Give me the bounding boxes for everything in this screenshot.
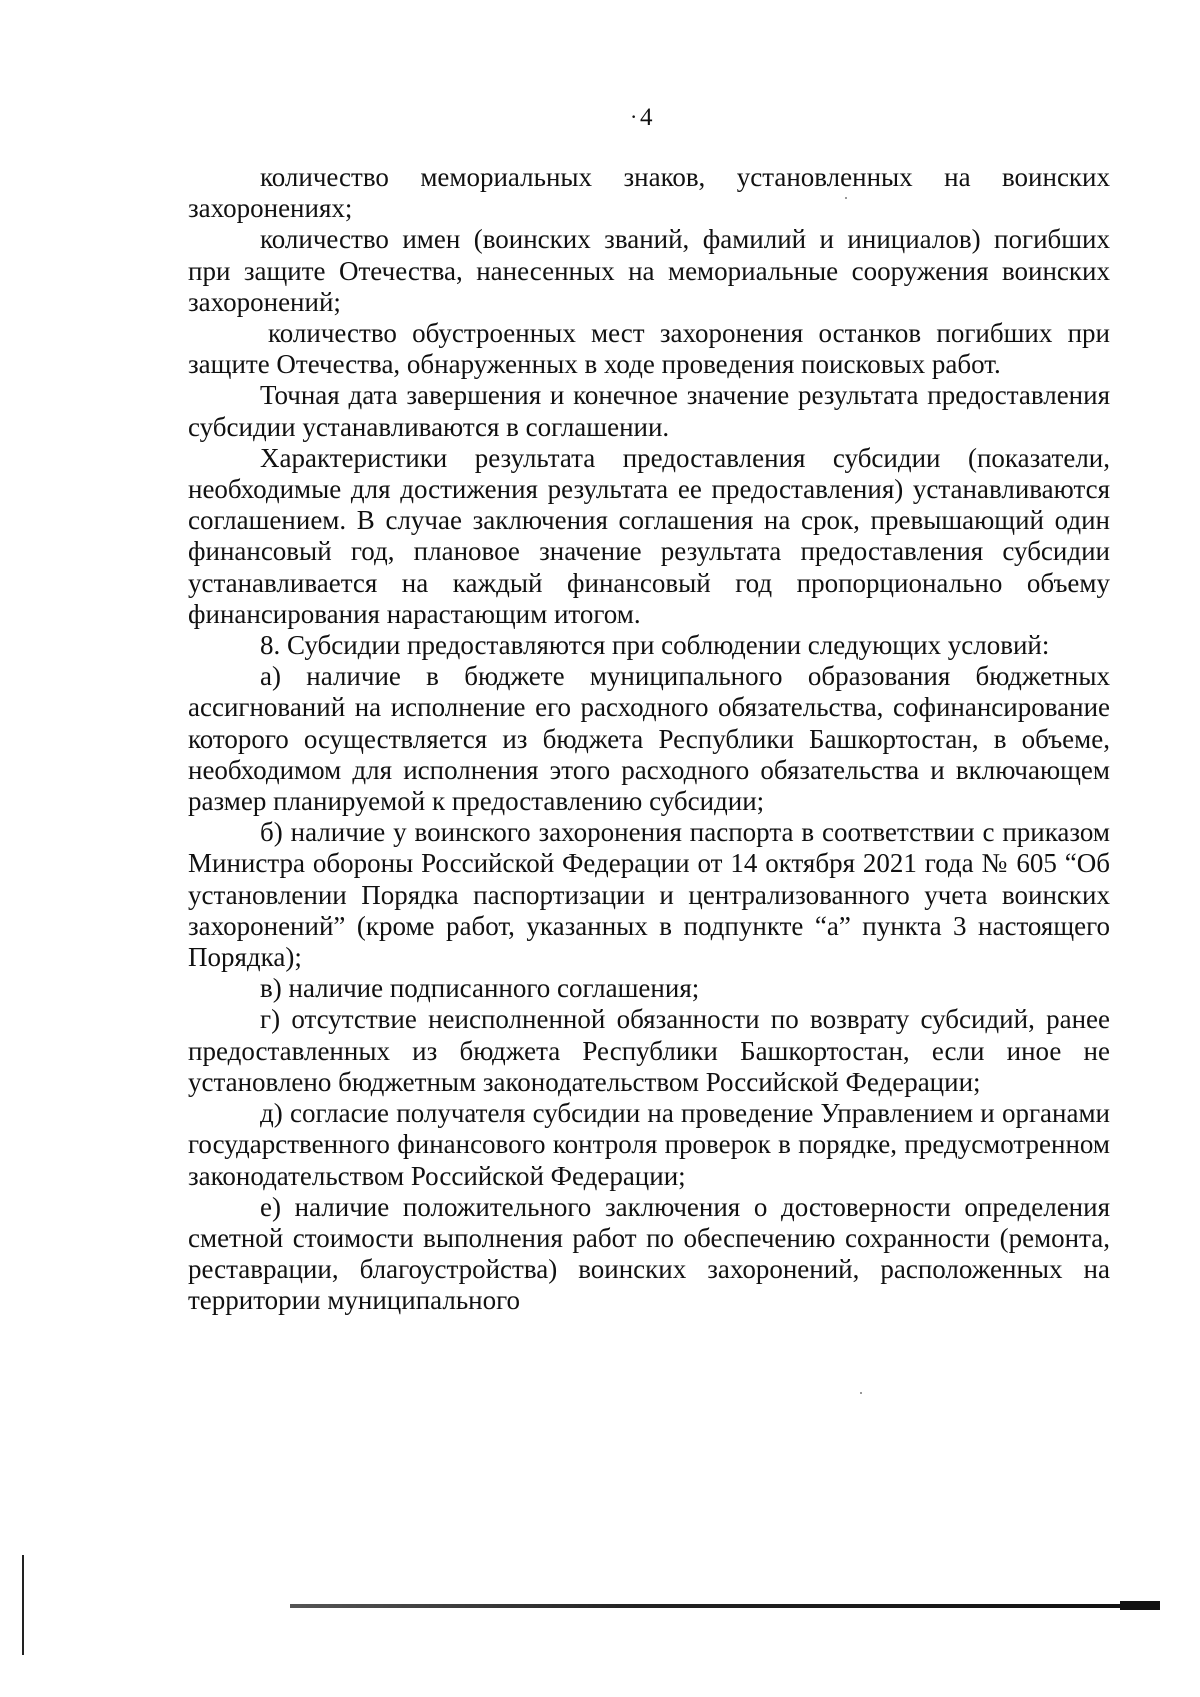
- scan-speck: [845, 197, 847, 199]
- paragraph-condition-v: в) наличие подписанного соглашения;: [260, 973, 700, 1004]
- page-number: · 4: [640, 104, 653, 132]
- scan-bottom-border: [290, 1604, 1160, 1608]
- paragraph-condition-b: б) наличие у воинского захоронения паспорта в соответствии с приказом Министра обороны Российской Федерации от 14 октября 2021 года № 605 “Об установлении Порядка паспортизации и централизованного учета воинских захоронений” (кроме работ, указанных в подпункте “а” пункта 3 настоящего Порядка);: [188, 817, 1110, 973]
- paragraph-names-count: количество имен (воинских званий, фамилий и инициалов) погибших при защите Отечества, нанесенных на мемориальные сооружения воинских захоронений;: [188, 224, 1110, 317]
- paragraph-characteristics: Характеристики результата предоставления субсидии (показатели, необходимые для достижения результата ее предоставления) устанавливаются соглашением. В случае заключения соглашения на срок, превышающий один финансовый год, плановое значение результата предоставления субсидии устанавливается на каждый финансовый год пропорционально объему финансирования нарастающим итогом.: [188, 442, 1110, 629]
- paragraph-memorial-signs: количество мемориальных знаков, установленных на воинских захоронениях;: [188, 162, 1110, 224]
- paragraph-exact-date: Точная дата завершения и конечное значение результата предоставления субсидии устанавливаются в соглашении.: [188, 380, 1110, 442]
- paragraph-condition-d: д) согласие получателя субсидии на проведение Управлением и органами государственного финансового контроля проверок в порядке, предусмотренном законодательством Российской Федерации;: [188, 1098, 1110, 1191]
- scan-edge-line: [22, 1555, 24, 1655]
- scan-speck: [860, 1392, 862, 1394]
- scan-bottom-border-end: [1120, 1601, 1160, 1610]
- paragraph-condition-g: г) отсутствие неисполненной обязанности по возврату субсидий, ранее предоставленных из бюджета Республики Башкортостан, если иное не установлено бюджетным законодательством Российской Федерации;: [188, 1004, 1110, 1097]
- paragraph-condition-a: а) наличие в бюджете муниципального образования бюджетных ассигнований на исполнение его расходного обязательства, софинансирование которого осуществляется из бюджета Республики Башкортостан, в объеме, необходимом для исполнения этого расходного обязательства и включающем размер планируемой к предоставлению субсидии;: [188, 661, 1110, 817]
- paragraph-condition-e: е) наличие положительного заключения о достоверности определения сметной стоимости выполнения работ по обеспечению сохранности (ремонта, реставрации, благоустройства) воинских захоронений, расположенных на территории муниципального: [188, 1191, 1110, 1316]
- document-body: [188, 162, 1110, 1317]
- paragraph-section-8: 8. Субсидии предоставляются при соблюдении следующих условий:: [260, 630, 1050, 661]
- paragraph-burial-places: количество обустроенных мест захоронения останков погибших при защите Отечества, обнаруженных в ходе проведения поисковых работ.: [188, 318, 1110, 380]
